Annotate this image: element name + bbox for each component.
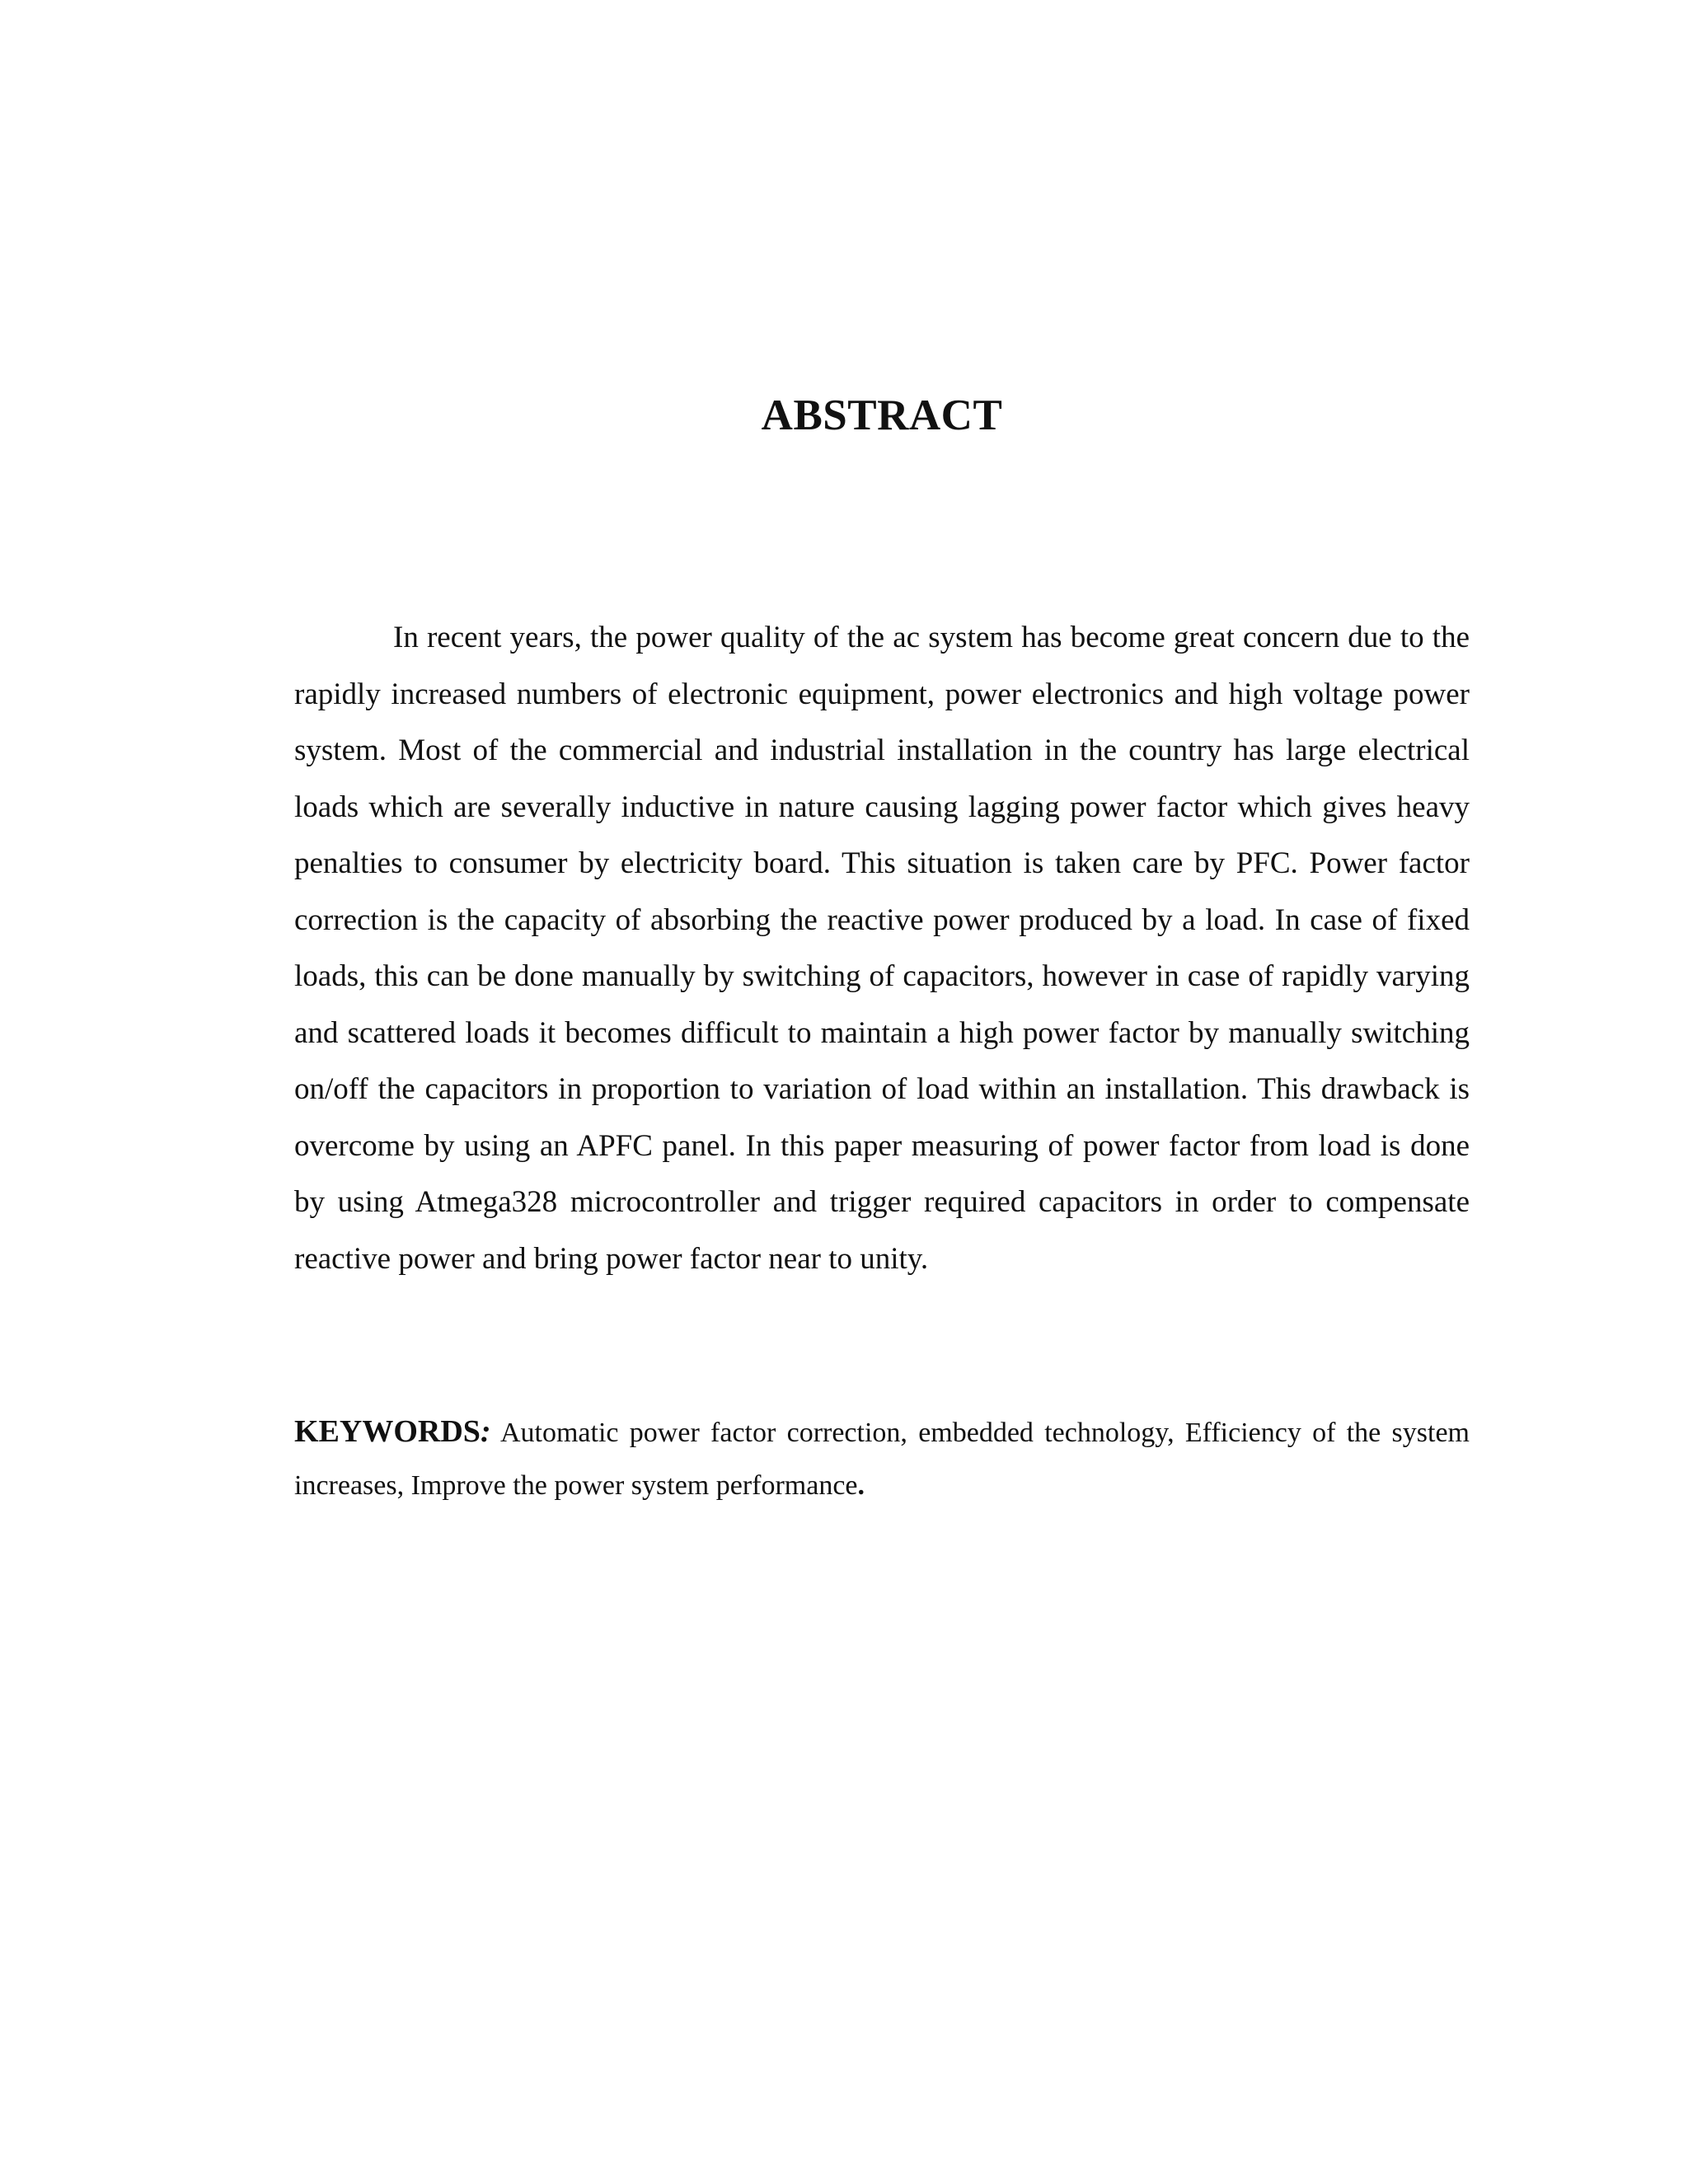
keywords-colon: :: [480, 1414, 491, 1449]
keywords-period: .: [857, 1470, 865, 1501]
keywords-text: Automatic power factor correction, embedded technology, Efficiency of the system increases, Improve the power system performance: [294, 1418, 1470, 1501]
keywords-paragraph: [294, 1405, 1470, 1512]
abstract-paragraph: In recent years, the power quality of the ac system has become great concern due to the rapidly increased numbers of electronic equipment, power electronics and high voltage power system. Most of the commercial and industrial installation in the country has large electrical loads which are severally inductive in nature causing lagging power factor which gives heavy penalties to consumer by electricity board. This situation is taken care by PFC. Power factor correction is the capacity of absorbing the reactive power produced by a load. In case of fixed loads, this can be done manually by switching of capacitors, however in case of rapidly varying and scattered loads it becomes difficult to maintain a high power factor by manually switching on/off the capacitors in proportion to variation of load within an installation. This drawback is overcome by using an APFC panel. In this paper measuring of power factor from load is done by using Atmega328 microcontroller and trigger required capacitors in order to compensate reactive power and bring power factor near to unity.: [294, 621, 1470, 1276]
abstract-title: ABSTRACT: [761, 391, 1003, 439]
keywords-label: KEYWORDS: [294, 1414, 481, 1449]
